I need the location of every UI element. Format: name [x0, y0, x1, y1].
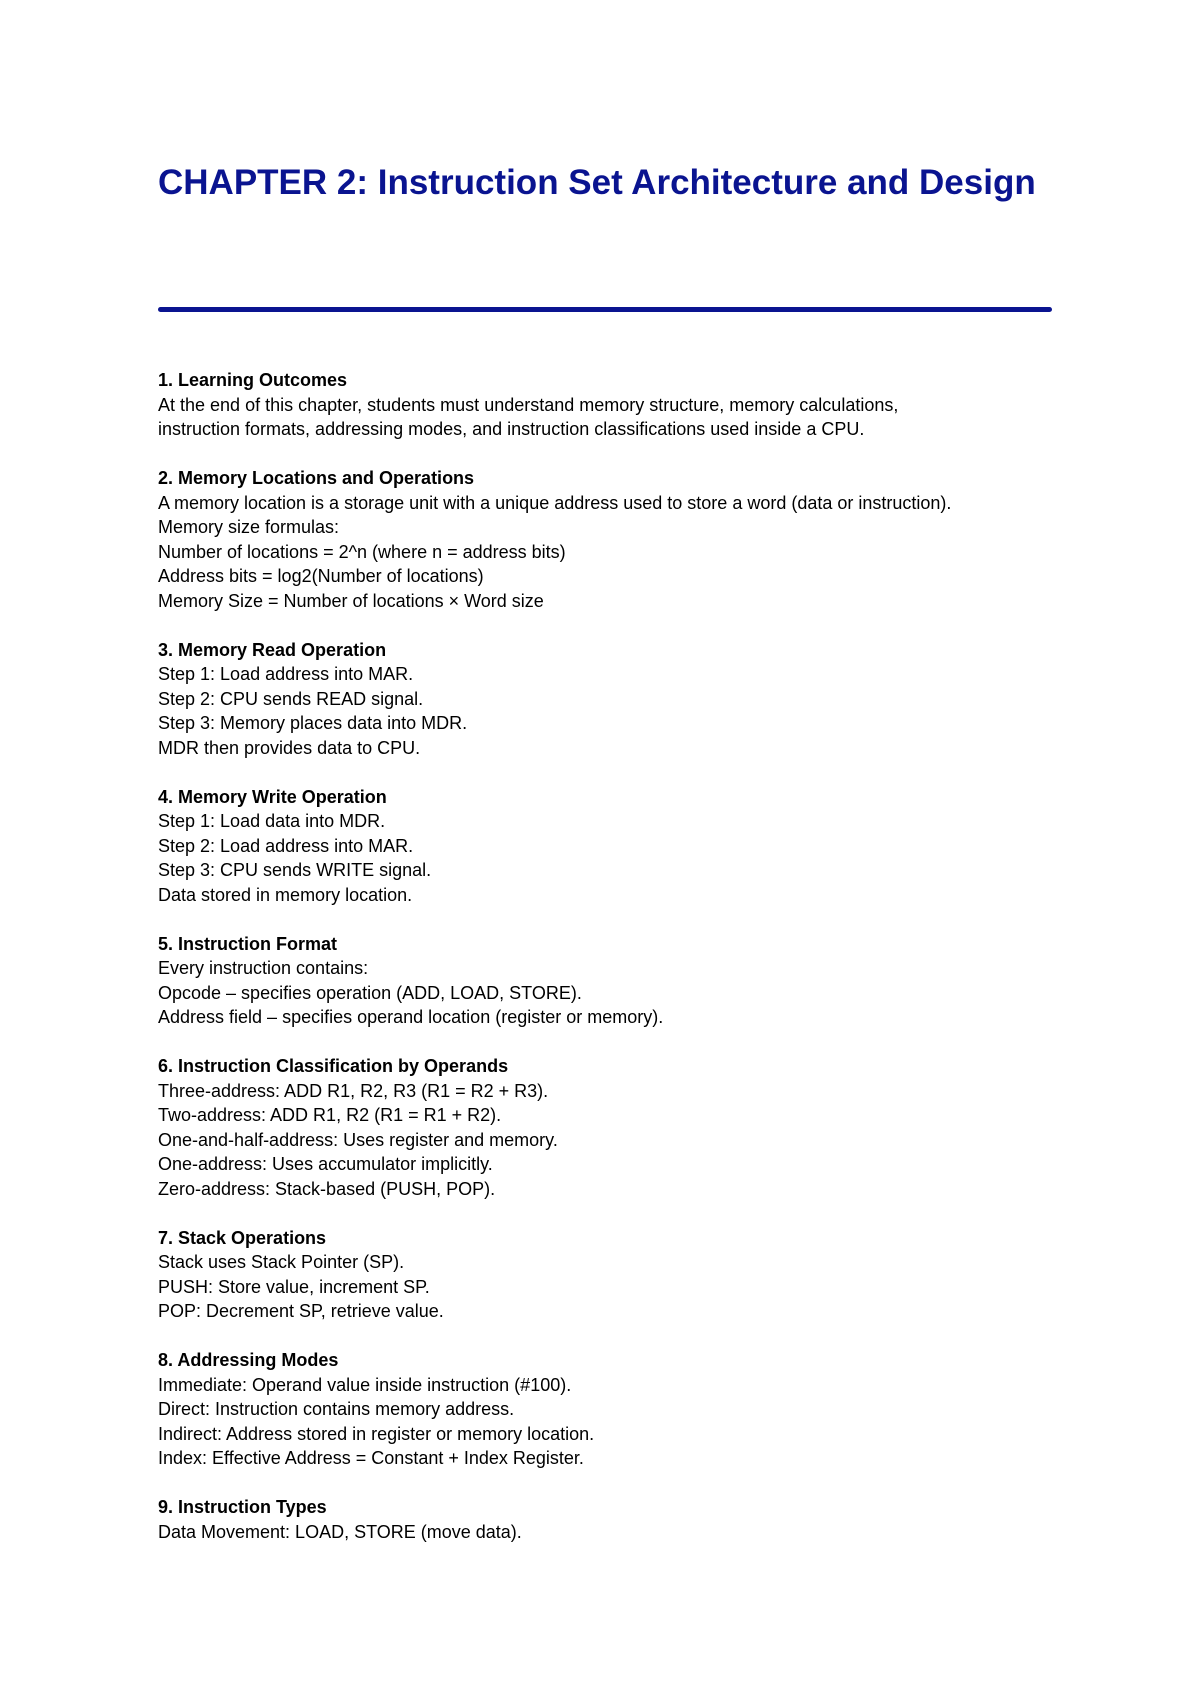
section-7	[158, 1226, 1058, 1324]
chapter-title: CHAPTER 2: Instruction Set Architecture and Design	[158, 163, 1036, 202]
section-line: One-address: Uses accumulator implicitly.	[158, 1154, 493, 1174]
section-6	[158, 1054, 1058, 1201]
section-line: Step 2: Load address into MAR.	[158, 835, 414, 856]
section-line: Every instruction contains:	[158, 958, 369, 978]
section-line: Step 3: CPU sends WRITE signal.	[158, 860, 432, 880]
section-heading: 5. Instruction Format	[158, 933, 338, 954]
section-heading: 4. Memory Write Operation	[158, 786, 387, 807]
section-line: Immediate: Operand value inside instruction (#100).	[158, 1374, 572, 1395]
section-line: Address bits = log2(Number of locations)	[158, 566, 484, 586]
section-2	[158, 466, 1058, 613]
section-line: Data Movement: LOAD, STORE (move data).	[158, 1521, 522, 1542]
section-line: Opcode – specifies operation (ADD, LOAD, STORE).	[158, 982, 582, 1003]
sections-container	[158, 368, 1058, 1569]
section-line: Step 3: Memory places data into MDR.	[158, 713, 468, 733]
section-line: Memory Size = Number of locations × Word size	[158, 590, 544, 611]
section-line: Data stored in memory location.	[158, 884, 413, 905]
section-line: Direct: Instruction contains memory address.	[158, 1399, 515, 1419]
section-line: A memory location is a storage unit with a unique address used to store a word (data or instruction).	[158, 492, 952, 513]
section-line: MDR then provides data to CPU.	[158, 737, 421, 758]
section-heading: 9. Instruction Types	[158, 1497, 327, 1517]
section-heading: 8. Addressing Modes	[158, 1350, 339, 1370]
section-line: Index: Effective Address = Constant + Index Register.	[158, 1448, 584, 1468]
section-line: Stack uses Stack Pointer (SP).	[158, 1252, 405, 1272]
section-line: PUSH: Store value, increment SP.	[158, 1276, 430, 1297]
document-page	[158, 160, 1058, 1542]
section-line: POP: Decrement SP, retrieve value.	[158, 1301, 444, 1321]
section-line: Step 2: CPU sends READ signal.	[158, 688, 424, 709]
section-line: Number of locations = 2^n (where n = address bits)	[158, 541, 566, 562]
section-4	[158, 785, 1058, 908]
title-divider	[158, 307, 1052, 312]
section-line: Two-address: ADD R1, R2 (R1 = R1 + R2).	[158, 1105, 502, 1125]
section-heading: 1. Learning Outcomes	[158, 370, 348, 390]
section-line: Step 1: Load address into MAR.	[158, 664, 414, 684]
section-heading: 2. Memory Locations and Operations	[158, 468, 475, 488]
section-line: At the end of this chapter, students must understand memory structure, memory calculations,	[158, 394, 899, 415]
section-heading: 3. Memory Read Operation	[158, 639, 387, 660]
section-line: instruction formats, addressing modes, and instruction classifications used inside a CPU.	[158, 419, 865, 439]
section-heading: 7. Stack Operations	[158, 1227, 327, 1248]
section-9	[158, 1495, 1058, 1544]
section-5	[158, 932, 1058, 1030]
section-heading: 6. Instruction Classification by Operands	[158, 1056, 509, 1076]
section-line: One-and-half-address: Uses register and memory.	[158, 1129, 558, 1150]
section-line: Indirect: Address stored in register or memory location.	[158, 1423, 595, 1444]
section-8	[158, 1348, 1058, 1471]
section-3	[158, 638, 1058, 761]
section-line: Zero-address: Stack-based (PUSH, POP).	[158, 1178, 496, 1199]
section-line: Step 1: Load data into MDR.	[158, 811, 386, 831]
section-line: Address field – specifies operand location (register or memory).	[158, 1007, 664, 1027]
section-line: Memory size formulas:	[158, 517, 340, 537]
section-1	[158, 368, 1058, 442]
section-line: Three-address: ADD R1, R2, R3 (R1 = R2 + R3).	[158, 1080, 549, 1101]
